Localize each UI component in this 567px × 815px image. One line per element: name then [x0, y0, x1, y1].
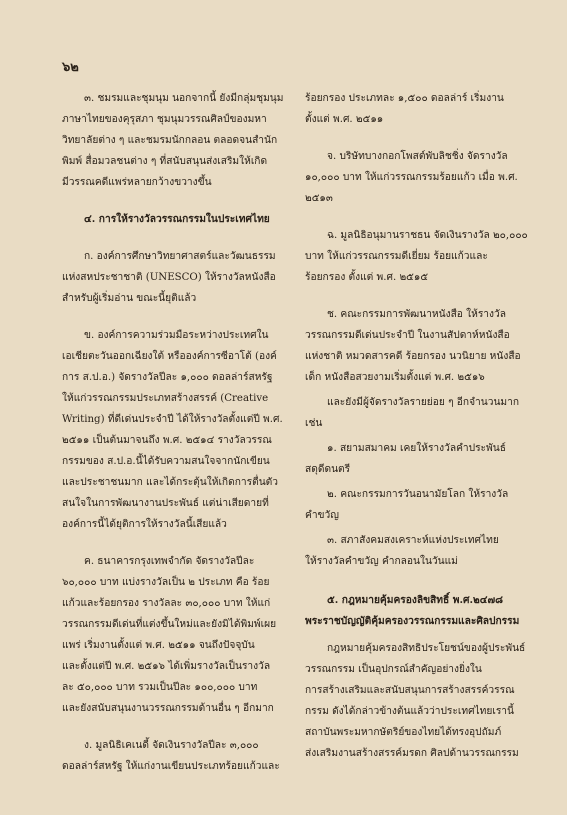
text-line: และประชาชนมาก และได้กระตุ้นให้เกิดการตื่นตัว	[62, 477, 278, 488]
list-item-world-health-day	[305, 484, 531, 526]
text-line: มีวรรณคดีแพร่หลายกว้างขวางขึ้น	[62, 177, 212, 188]
heading-line: ๕. กฎหมายคุ้มครองลิขสิทธิ์ พ.ศ.๒๔๗๘	[327, 594, 503, 606]
text-line: วรรณกรรม เป็นอุปกรณ์สำคัญอย่างยิ่งใน	[305, 664, 482, 675]
paragraph-copyright-law	[305, 638, 531, 764]
text-line: และยังสนับสนุนงานวรรณกรรมด้านอื่น ๆ อีกมาก	[62, 703, 274, 714]
text-line: เช่น	[305, 418, 323, 429]
list-item-social-welfare-council	[305, 530, 531, 572]
text-line: ช. คณะกรรมการพัฒนาหนังสือ ให้รางวัล	[327, 309, 506, 320]
text-line: คำขวัญ	[305, 510, 339, 521]
text-line: วิทยาลัยต่าง ๆ และชมรมนักกลอน ตลอดจนสำนัก	[62, 135, 278, 146]
text-line: สนใจในการพัฒนางานประพันธ์ แต่น่าเสียดายที่	[62, 498, 269, 509]
text-line: พิมพ์ สื่อมวลชนต่าง ๆ ที่สนับสนุนส่งเสริมให้เกิด	[62, 156, 268, 167]
text-line: ๒๕๑๓	[305, 193, 333, 204]
text-line: ก. องค์การศึกษาวิทยาศาสตร์และวัฒนธรรม	[84, 251, 276, 262]
text-line: ง. มูลนิธิเคเนดี้ จัดเงินรางวัลปีละ ๓,๐๐๐	[84, 740, 259, 751]
list-item-siam-society	[305, 438, 531, 480]
section-heading-copyright-law	[305, 590, 531, 632]
text-line: และยังมีผู้จัดรางวัลรายย่อย ๆ อีกจำนวนมาก	[327, 397, 520, 408]
text-line: Writing) ที่ดีเด่นประจำปี ได้ให้รางวัลตั้งแต่ปี พ.ศ.	[62, 414, 283, 425]
right-column	[305, 88, 531, 780]
text-line: วรรณกรรมดีเด่นประจำปี ในงานสัปดาห์หนังสือ	[305, 330, 510, 341]
text-line: การ ส.ป.อ.) จัดรางวัลปีละ ๑,๐๐๐ ดอลล่าร์สหรัฐ	[62, 372, 273, 383]
text-line: ส่งเสริมงานสร้างสรรค์มรดก ศิลปด้านวรรณกรรม	[305, 748, 519, 759]
paragraph-kennedy-cont	[305, 88, 531, 130]
text-line: บาท ให้แก่วรรณกรรมดีเยี่ยม ร้อยแก้วและ	[305, 251, 488, 262]
heading-line: พระราชบัญญัติคุ้มครองวรรณกรรมและศิลปกรรม	[305, 615, 520, 627]
text-line: เอเชียตะวันออกเฉียงใต้ หรือองค์การซีอาโต้ (องค์	[62, 351, 277, 362]
text-line: ภาษาไทยของคุรุสภา ชุมนุมวรรณศิลป์ของมหา	[62, 114, 267, 125]
text-line: แห่งสหประชาชาติ (UNESCO) ให้รางวัลหนังสือ	[62, 272, 276, 283]
paragraph-clubs	[62, 88, 286, 193]
text-line: ๑. สยามสมาคม เคยให้รางวัลคำประพันธ์	[327, 443, 506, 454]
text-line: สถาบันพระมหากษัตริย์ของไทยได้ทรงอุปถัมภ์	[305, 727, 502, 738]
left-column	[62, 88, 286, 793]
text-line: ๑๐,๐๐๐ บาท ให้แก่วรรณกรรมร้อยแก้ว เมื่อ พ.ศ.	[305, 172, 518, 183]
text-line: ค. ธนาคารกรุงเทพจำกัด จัดรางวัลปีละ	[84, 556, 255, 567]
text-line: กรรม ดังได้กล่าวข้างต้นแล้วว่าประเทศไทยเรานี้	[305, 706, 514, 717]
text-line: กฎหมายคุ้มครองสิทธิประโยชน์ของผู้ประพันธ์	[327, 643, 526, 654]
paragraph-book-committee	[305, 304, 531, 388]
text-line: ร้อยกรอง ประเภทละ ๑,๕๐๐ ดอลล่าร์ เริ่มงาน	[305, 93, 504, 104]
text-line: แพร่ เริ่มงานตั้งแต่ พ.ศ. ๒๕๑๑ จนถึงปัจจุบัน	[62, 640, 255, 651]
text-line: ๒. คณะกรรมการวันอนามัยโลก ให้รางวัล	[327, 489, 509, 500]
text-line: ๓. ชมรมและชุมนุม นอกจากนี้ ยังมีกลุ่มชุมนุม	[84, 93, 284, 104]
text-line: ๒๕๑๑ เป็นต้นมาจนถึง พ.ศ. ๒๕๑๔ รางวัลวรรณ	[62, 435, 272, 446]
text-line: ดอลล่าร์สหรัฐ ให้แก่งานเขียนประเภทร้อยแก้วและ	[62, 761, 280, 772]
text-line: และตั้งแต่ปี พ.ศ. ๒๕๑๖ ได้เพิ่มรางวัลเป็นรางวัล	[62, 661, 271, 672]
text-line: การสร้างเสริมและสนับสนุนการสร้างสรรค์วรรณ	[305, 685, 515, 696]
text-line: แห่งชาติ หมวดสารคดี ร้อยกรอง นวนิยาย หนังสือ	[305, 351, 521, 362]
heading-line: ๔. การให้รางวัลวรรณกรรมในประเทศไทย	[84, 213, 270, 225]
text-line: วรรณกรรมดีเด่นที่แต่งขึ้นใหม่และยังมิได้พิมพ์เผย	[62, 619, 277, 630]
text-line: กรรมของ ส.ป.อ.นี้ได้รับความสนใจจากนักเขียน	[62, 456, 270, 467]
paragraph-anuman-foundation	[305, 225, 531, 288]
text-line: องค์การนี้ได้ยุติการให้รางวัลนี้เสียแล้ว	[62, 519, 227, 530]
section-heading-awards	[62, 209, 286, 230]
page-number: ๖๒	[62, 60, 79, 75]
text-line: เด็ก หนังสือสวยงามเริ่มตั้งแต่ พ.ศ. ๒๕๑๖	[305, 372, 485, 383]
text-line: ตั้งแต่ พ.ศ. ๒๕๑๑	[305, 114, 384, 125]
paragraph-kennedy	[62, 735, 286, 777]
paragraph-seato	[62, 325, 286, 535]
text-line: จ. บริษัทบางกอกโพสต์พับลิชชิ่ง จัดรางวัล	[327, 151, 508, 162]
text-line: ข. องค์การความร่วมมือระหว่างประเทศใน	[84, 330, 269, 341]
paragraph-unesco	[62, 246, 286, 309]
text-line: แก้วและร้อยกรอง รางวัลละ ๓๐,๐๐๐ บาท ให้แก่	[62, 598, 271, 609]
text-line: ให้แก่วรรณกรรมประเภทสร้างสรรค์ (Creative	[62, 393, 269, 404]
text-line: ๓. สภาสังคมสงเคราะห์แห่งประเทศไทย	[327, 535, 499, 546]
text-line: สำหรับผู้เริ่มอ่าน ขณะนี้ยุติแล้ว	[62, 293, 197, 304]
text-line: สดุดีดนตรี	[305, 464, 351, 475]
paragraph-bangkok-bank	[62, 551, 286, 719]
text-line: ให้รางวัลคำขวัญ คำกลอนในวันแม่	[305, 556, 458, 567]
text-line: ๖๐,๐๐๐ บาท แบ่งรางวัลเป็น ๒ ประเภท คือ ร้อย	[62, 577, 270, 588]
text-line: ร้อยกรอง ตั้งแต่ พ.ศ. ๒๕๑๕	[305, 272, 429, 283]
paragraph-minor-awards	[305, 392, 531, 434]
paragraph-bangkok-post	[305, 146, 531, 209]
text-line: ละ ๕๐,๐๐๐ บาท รวมเป็นปีละ ๑๐๐,๐๐๐ บาท	[62, 682, 258, 693]
text-line: ฉ. มูลนิธิอนุมานราชธน จัดเงินรางวัล ๒๐,๐๐๐	[327, 230, 528, 241]
